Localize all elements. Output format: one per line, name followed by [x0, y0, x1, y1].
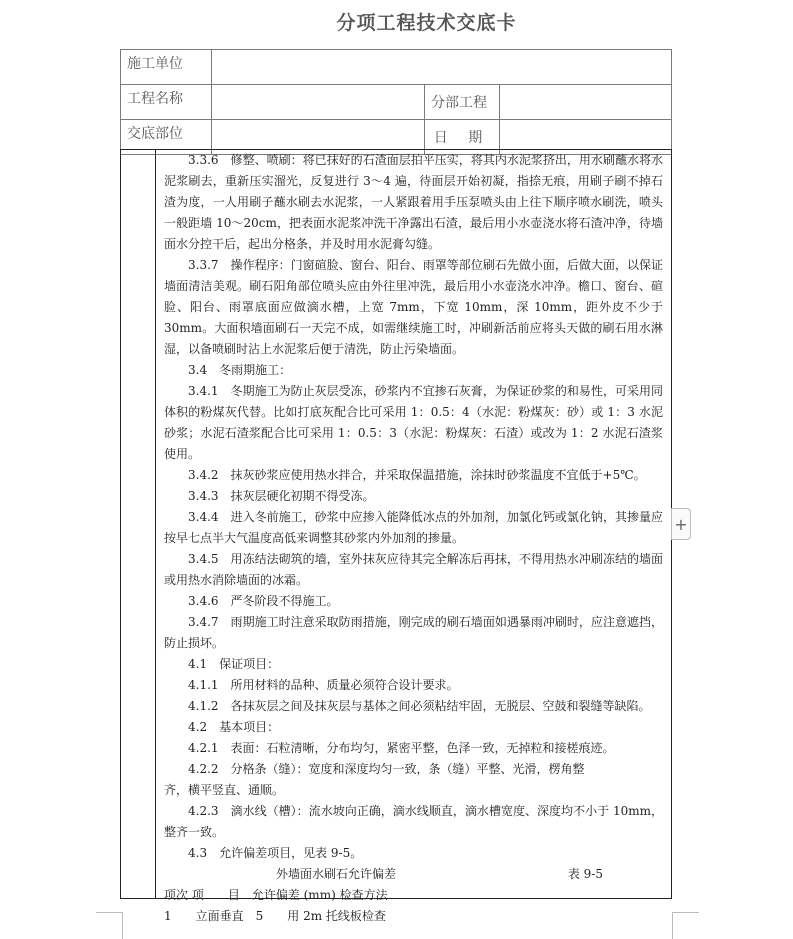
- table-title: 外墙面水刷石允许偏差: [276, 867, 397, 881]
- paragraph: 3.4.3 抹灰层硬化初期不得受冻。: [188, 489, 375, 503]
- paragraph: 4.2.2 分格条（缝）：宽度和深度均匀一致，条（缝）平整、光滑，楞角整: [188, 762, 585, 776]
- handover-location-label: 交底部位: [121, 120, 212, 155]
- paragraph: 4.2 基本项目：: [188, 720, 280, 734]
- construction-unit-label: 施工单位: [121, 50, 212, 85]
- paragraph: 3.3.6 修整、喷刷：将已抹好的石渣面层拍平压实，将其内水泥浆挤出，用水刷蘸水将水泥浆刷去，重新压实溜光，反复进行 3～4 遍，待面层开始初凝，指捺无痕，用刷子刷不掉石渣为度，一人用刷子蘸水刷去水泥浆，一人紧跟着用手压泵喷头由上往下顺序喷水刷洗，喷头一般距墙 10～20cm，把表面水泥浆冲洗干净露出石渣，最后用小水壶浇水将石渣冲净，待墙面水分控干后，起出分格条，并及时用水泥膏勾缝。: [164, 153, 663, 251]
- table-caption: [164, 864, 663, 885]
- paragraph: 4.3 允许偏差项目，见表 9-5。: [188, 846, 363, 860]
- table-number: 表 9-5: [567, 867, 603, 881]
- page-corner-mark-left: [96, 912, 123, 939]
- construction-unit-value[interactable]: [212, 50, 672, 85]
- sub-project-label: 分部工程: [425, 85, 500, 120]
- paragraph: 3.4 冬雨期施工：: [188, 363, 292, 377]
- paragraph: 4.1 保证项目：: [188, 657, 280, 671]
- paragraph-continuation: 齐，横平竖直、通顺。: [164, 783, 285, 797]
- content-text[interactable]: [164, 150, 663, 927]
- table-header-row: 项次 项 目 允许偏差 (mm) 检查方法: [164, 888, 388, 902]
- table-row: 1 立面垂直 5 用 2m 托线板检查: [164, 909, 386, 923]
- paragraph: 4.1.1 所用材料的品种、质量必须符合设计要求。: [188, 678, 459, 692]
- content-column: [155, 150, 671, 923]
- content-frame: [120, 149, 672, 923]
- paragraph: 3.3.7 操作程序：门窗碹脸、窗台、阳台、雨罩等部位刷石先做小面，后做大面，以保证墙面清洁美观。刷石阳角部位喷头应由外往里冲洗，最后用小水壶浇水冲净。檐口、窗台、碹脸、阳台、雨罩底面应做滴水槽，上宽 7mm，下宽 10mm，深 10mm，距外皮不少于 30mm。大面积墙面刷石一天完不成，如需继续施工时，冲刷新活前应将头天做的刷石用水淋湿，以备喷刷时沾上水泥浆后便于清洗，防止污染墙面。: [164, 258, 663, 356]
- paragraph: 3.4.7 雨期施工时注意采取防雨措施，刚完成的刷石墙面如遇暴雨冲刷时，应注意遮挡，防止损坏。: [164, 615, 663, 650]
- paragraph: 3.4.5 用冻结法砌筑的墙，室外抹灰应待其完全解冻后再抹，不得用热水冲刷冻结的墙面或用热水消除墙面的冰霜。: [164, 552, 663, 587]
- project-name-value[interactable]: [212, 85, 425, 120]
- paragraph: 3.4.6 严冬阶段不得施工。: [188, 594, 339, 608]
- paragraph: 4.2.3 滴水线（槽）：流水坡向正确，滴水线顺直，滴水槽宽度、深度均不小于 10mm，整齐一致。: [164, 804, 663, 839]
- paragraph: 4.2.1 表面：石粒清晰，分布均匀，紧密平整，色泽一致，无掉粒和接槎痕迹。: [188, 741, 615, 755]
- document-title: 分项工程技术交底卡: [336, 12, 517, 34]
- paragraph: 3.4.1 冬期施工为防止灰层受冻，砂浆内不宜掺石灰膏，为保证砂浆的和易性，可采用同体积的粉煤灰代替。比如打底灰配合比可采用 1：0.5：4（水泥：粉煤灰：砂）或 1：3 水泥砂浆；水泥石渣浆配合比可采用 1：0.5：3（水泥：粉煤灰：石渣）或改为 1：2 水泥石渣浆使用。: [164, 384, 663, 461]
- paragraph: 3.4.2 抹灰砂浆应使用热水拌合，并采取保温措施，涂抹时砂浆温度不宜低于+5℃。: [188, 468, 646, 482]
- paragraph: 4.1.2 各抹灰层之间及抹灰层与基体之间必须粘结牢固，无脱层、空鼓和裂缝等缺陷。: [188, 699, 651, 713]
- project-name-label: 工程名称: [121, 85, 212, 120]
- paragraph: 3.4.4 进入冬前施工，砂浆中应掺入能降低冰点的外加剂，加氯化钙或氯化钠，其掺量应按早七点半大气温度高低来调整其砂浆内外加剂的掺量。: [164, 510, 663, 545]
- header-table: [120, 49, 672, 155]
- add-button[interactable]: +: [671, 508, 691, 540]
- date-label: 日 期: [425, 120, 500, 155]
- page-corner-mark-right: [672, 912, 699, 939]
- sub-project-value[interactable]: [500, 85, 672, 120]
